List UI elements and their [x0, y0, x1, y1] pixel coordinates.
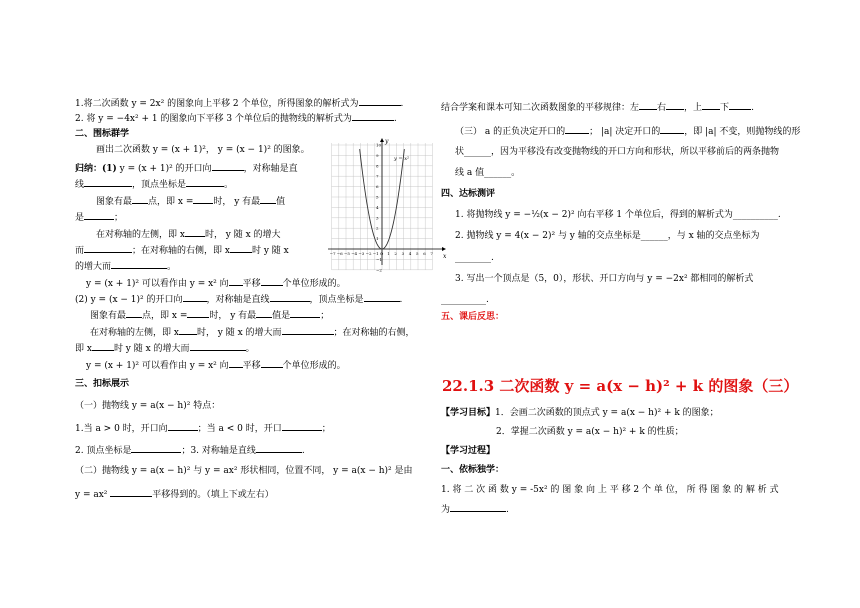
- exercise-1: 1. 将 二 次 函 数 y = -5x² 的 图 象 向 上 平 移 2 个 单 位， 所 得 图 象 的 解 析 式: [441, 485, 779, 495]
- summary-line-2: 线 ，顶点坐标是 。: [75, 177, 233, 191]
- section-3-title: 三、扣标展示: [75, 379, 130, 389]
- test-question-2: 2. 抛物线 y = 4(x − 2)² 与 y 轴的交点坐标是______，与 x 轴的交点坐标为: [455, 231, 760, 241]
- a-sign-rule: （三） a 的正负决定开口的 ； |a| 决定开口的 ，即 |a| 不变，则抛物线的形: [455, 124, 800, 138]
- summary-line-4: 是 ；: [75, 210, 123, 224]
- x-tick-label: −1: [372, 251, 379, 256]
- curve-label: y = x²: [394, 156, 410, 162]
- summary-line-8: y = (x + 1)² 可以看作由 y = x² 向 平移 个单位形成的。: [86, 276, 346, 290]
- x-tick-label: O: [380, 251, 384, 256]
- y-tick-label: 3: [376, 215, 379, 221]
- x-axis-arrow: [442, 247, 446, 251]
- y-tick-label: 5: [376, 194, 379, 200]
- section-2-title: 二、围标群学: [75, 129, 130, 139]
- summary-line-1: 归纳：(1) y = (x + 1)² 的开口向 ，对称轴是直: [75, 161, 298, 175]
- y-tick-label: −1: [376, 256, 382, 262]
- x-tick-label: −2: [365, 251, 372, 256]
- section-4-title: 四、达标测评: [441, 189, 496, 199]
- vertex-axis: 2. 顶点坐标是 ；3. 对称轴是直线 .: [75, 443, 305, 457]
- summary-line-7: 的增大而 。: [75, 259, 176, 273]
- exercise-1-blank: 为 .: [441, 502, 509, 516]
- lesson-heading: 22.1.3 二次函数 y = a(x − h)² + k 的图象（三）: [442, 377, 799, 395]
- y-tick-label: 10: [376, 142, 382, 148]
- answer-blank: [359, 96, 401, 106]
- parabola-features: （一）抛物线 y = a(x − h)² 特点：: [75, 401, 221, 411]
- learning-goal-2: 2．掌握二次函数 y = a(x − h)² + k 的性质；: [496, 427, 684, 437]
- x-tick-label: −5: [344, 251, 350, 256]
- answer-blank: [352, 111, 394, 121]
- learning-goal-1: 【学习目标】1．会画二次函数的顶点式 y = a(x − h)² + k 的图象；: [441, 408, 719, 418]
- y-tick-label: 9: [376, 152, 379, 158]
- y-tick-label: 7: [376, 173, 379, 179]
- y-tick-label: 2: [376, 225, 379, 231]
- y-tick-label: 1: [376, 236, 379, 242]
- x-tick-label: 1: [387, 251, 390, 256]
- x-tick-label: 7: [430, 251, 433, 256]
- summary-line-6: 而 ；在对称轴的右侧，即 x 时 y 随 x: [75, 243, 289, 257]
- summary-line-3: 图象有最 点，即 x = 时， y 有最 值: [96, 194, 285, 208]
- instruction-draw: 画出二次函数 y = (x + 1)²， y = (x − 1)² 的图象。: [96, 145, 310, 155]
- test-question-3: 3. 写出一个顶点是（5，0），形状、开口方向与 y = −2x² 都相同的解析式: [455, 274, 754, 284]
- a-shape-line: 状______，因为平移没有改变抛物线的开口方向和形状，所以平移前后的两条抛物: [455, 147, 780, 157]
- x-tick-label: 2: [394, 251, 397, 256]
- x-tick-label: 3: [401, 251, 405, 256]
- x-tick-label: −3: [358, 251, 365, 256]
- x-tick-label: −4: [351, 251, 358, 256]
- a-value-line: 线 a 值______。: [455, 168, 521, 178]
- section-1-title: 一、依标独学：: [441, 465, 505, 475]
- y-tick-label: 6: [376, 184, 379, 190]
- section-5-title: 五、课后反思：: [441, 312, 505, 322]
- part-2-line-5: y = (x + 1)² 可以看作由 y = x² 向 平移 个单位形成的。: [86, 358, 346, 372]
- summary-line-5: 在对称轴的左侧，即 x 时， y 随 x 的增大: [96, 227, 281, 241]
- x-tick-label: 4: [408, 251, 412, 256]
- y-tick-label: 8: [376, 163, 379, 169]
- part-2-line-2: 图象有最 点，即 x = 时， y 有最 值是 ；: [90, 308, 329, 322]
- part-2-line-4: 即 x 时 y 随 x 的增大而 。: [75, 341, 255, 355]
- test-question-3-blank: __________.: [441, 295, 489, 305]
- coordinate-graph: [324, 137, 448, 273]
- translation-rule: 结合学案和课本可知二次函数图象的平移规律：左 右 ，上 下 .: [441, 100, 754, 114]
- y-axis-label: y: [385, 138, 389, 145]
- x-tick-label: 5: [416, 251, 419, 256]
- part-2-line-3: 在对称轴的左侧，即 x 时， y 随 x 的增大而 ；在对称轴的右侧，: [90, 325, 415, 339]
- translation-fill: y = ax² 平移得到的。（填上下或左右）: [75, 487, 274, 501]
- translation-relation: （二）抛物线 y = a(x − h)² 与 y = ax² 形状相同，位置不同， y = a(x − h)² 是由: [75, 466, 413, 476]
- x-tick-label: −6: [336, 251, 343, 256]
- y-tick-label: −2: [376, 267, 382, 273]
- opening-direction: 1.当 a > 0 时，开口向 ；当 a < 0 时，开口 ；: [75, 421, 331, 435]
- part-2-line-1: (2) y = (x − 1)² 的开口向 ，对称轴是直线 ，顶点坐标是 .: [75, 292, 402, 306]
- question-2: 2. 将 y = −4x² + 1 的图象向下平移 3 个单位后的抛物线的解析式为 .: [75, 111, 397, 125]
- x-tick-label: −7: [329, 251, 336, 256]
- y-axis-arrow: [380, 138, 384, 142]
- x-tick-labels: [330, 251, 434, 256]
- x-tick-label: 6: [423, 251, 426, 256]
- y-tick-label: 4: [376, 204, 379, 210]
- x-axis-label: x: [443, 253, 447, 260]
- question-1: 1.将二次函数 y = 2x² 的图象向上平移 2 个单位，所得图象的解析式为 .: [75, 96, 403, 110]
- test-question-2-blank: ________.: [455, 253, 494, 263]
- learning-process-label: 【学习过程】: [441, 446, 496, 456]
- test-question-1: 1. 将抛物线 y = −½(x − 2)² 向右平移 1 个单位后，得到的解析式为__________.: [455, 210, 781, 220]
